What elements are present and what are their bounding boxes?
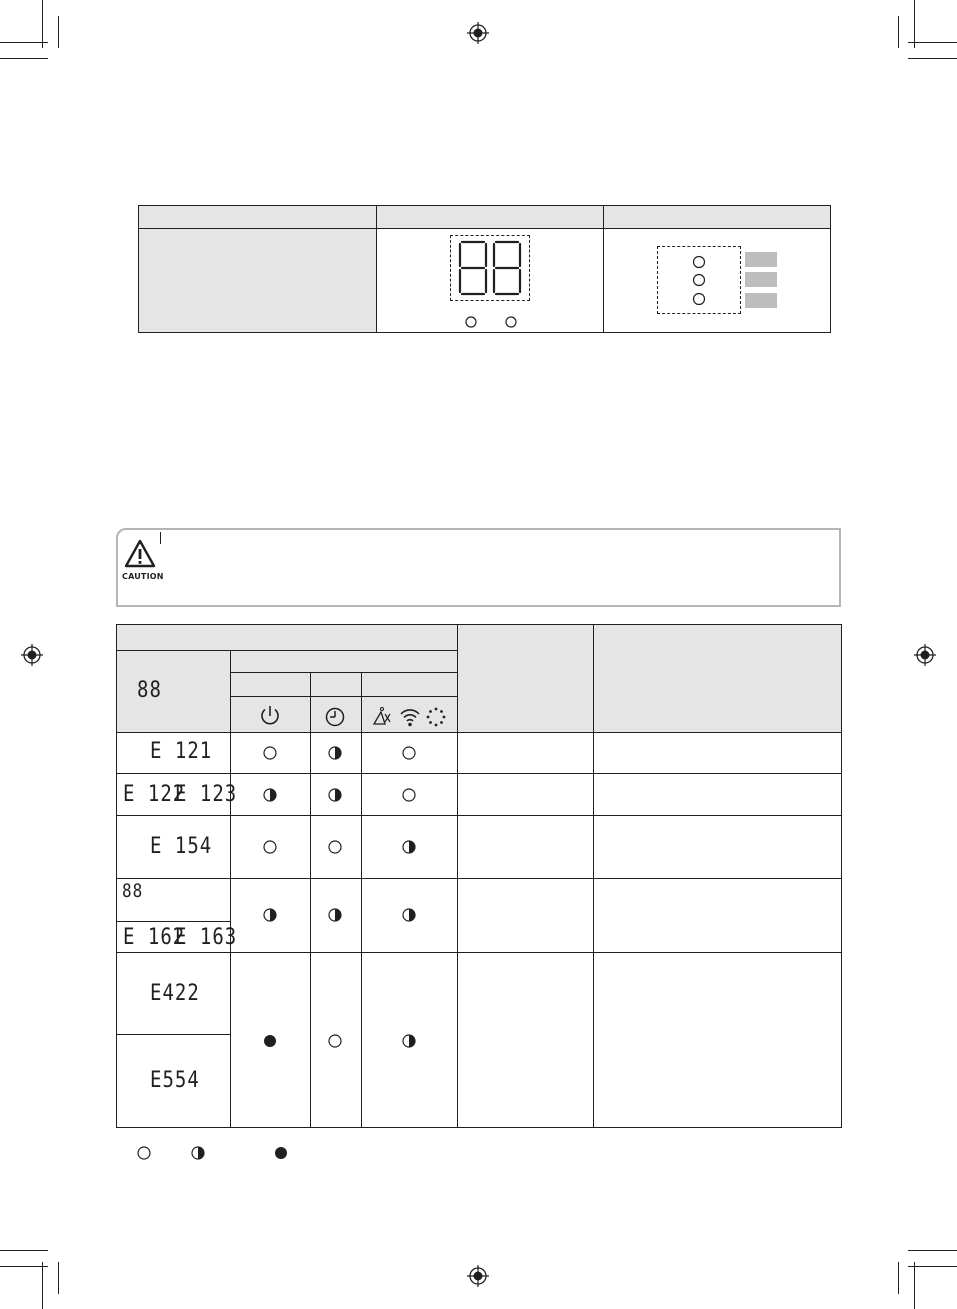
table-label-cell (139, 229, 376, 332)
error-code-label: E 122 (123, 781, 186, 807)
indicator-on-icon (264, 1035, 276, 1047)
indicator-blink-icon (329, 909, 341, 921)
display-panel-table (138, 205, 831, 333)
table-header-row (139, 206, 830, 229)
caution-box (116, 528, 841, 607)
error-code-label: E 162 (123, 924, 186, 950)
indicator-off-icon (329, 1035, 341, 1047)
legend-on-icon (275, 1147, 287, 1159)
indicator-blink-icon (403, 1035, 415, 1047)
indicator-label-box (745, 272, 777, 287)
registration-mark-icon (21, 644, 43, 666)
error-code-label: E 163 (175, 924, 238, 950)
indicator-lights (464, 315, 524, 329)
indicator-off-icon (403, 747, 415, 759)
error-code-label: 88 (122, 879, 144, 902)
indicator-label-box (745, 293, 777, 308)
error-code-table (116, 624, 842, 1128)
legend (136, 1145, 296, 1161)
registration-mark-icon (467, 1265, 489, 1287)
lcd-digits: 88 (137, 677, 162, 703)
error-code-label: E 121 (150, 738, 213, 764)
indicator-blink-icon (329, 747, 341, 759)
indicator-off-icon (264, 841, 276, 853)
indicator-panel (657, 246, 741, 314)
indicator-off-icon (329, 841, 341, 853)
segment-display (450, 235, 530, 301)
indicator-off-icon (264, 747, 276, 759)
indicator-blink-icon (403, 841, 415, 853)
error-code-label: E 123 (175, 781, 238, 807)
caution-label: CAUTION (122, 572, 164, 581)
seven-segment-88-icon (451, 236, 529, 300)
error-code-label: E554 (150, 1067, 200, 1093)
indicator-lights (658, 247, 740, 313)
indicator-blink-icon (329, 789, 341, 801)
registration-mark-icon (467, 22, 489, 44)
indicator-off-icon (403, 789, 415, 801)
registration-mark-icon (914, 644, 936, 666)
warning-triangle-icon (124, 539, 156, 569)
legend-blink-icon (192, 1147, 204, 1159)
legend-off-icon (138, 1147, 150, 1159)
indicator-blink-icon (264, 789, 276, 801)
indicator-label-box (745, 252, 777, 267)
indicator-blink-icon (403, 909, 415, 921)
indicator-blink-icon (264, 909, 276, 921)
indicator-state-layer (117, 625, 841, 1127)
error-code-label: E422 (150, 980, 200, 1006)
error-code-label: E 154 (150, 833, 213, 859)
